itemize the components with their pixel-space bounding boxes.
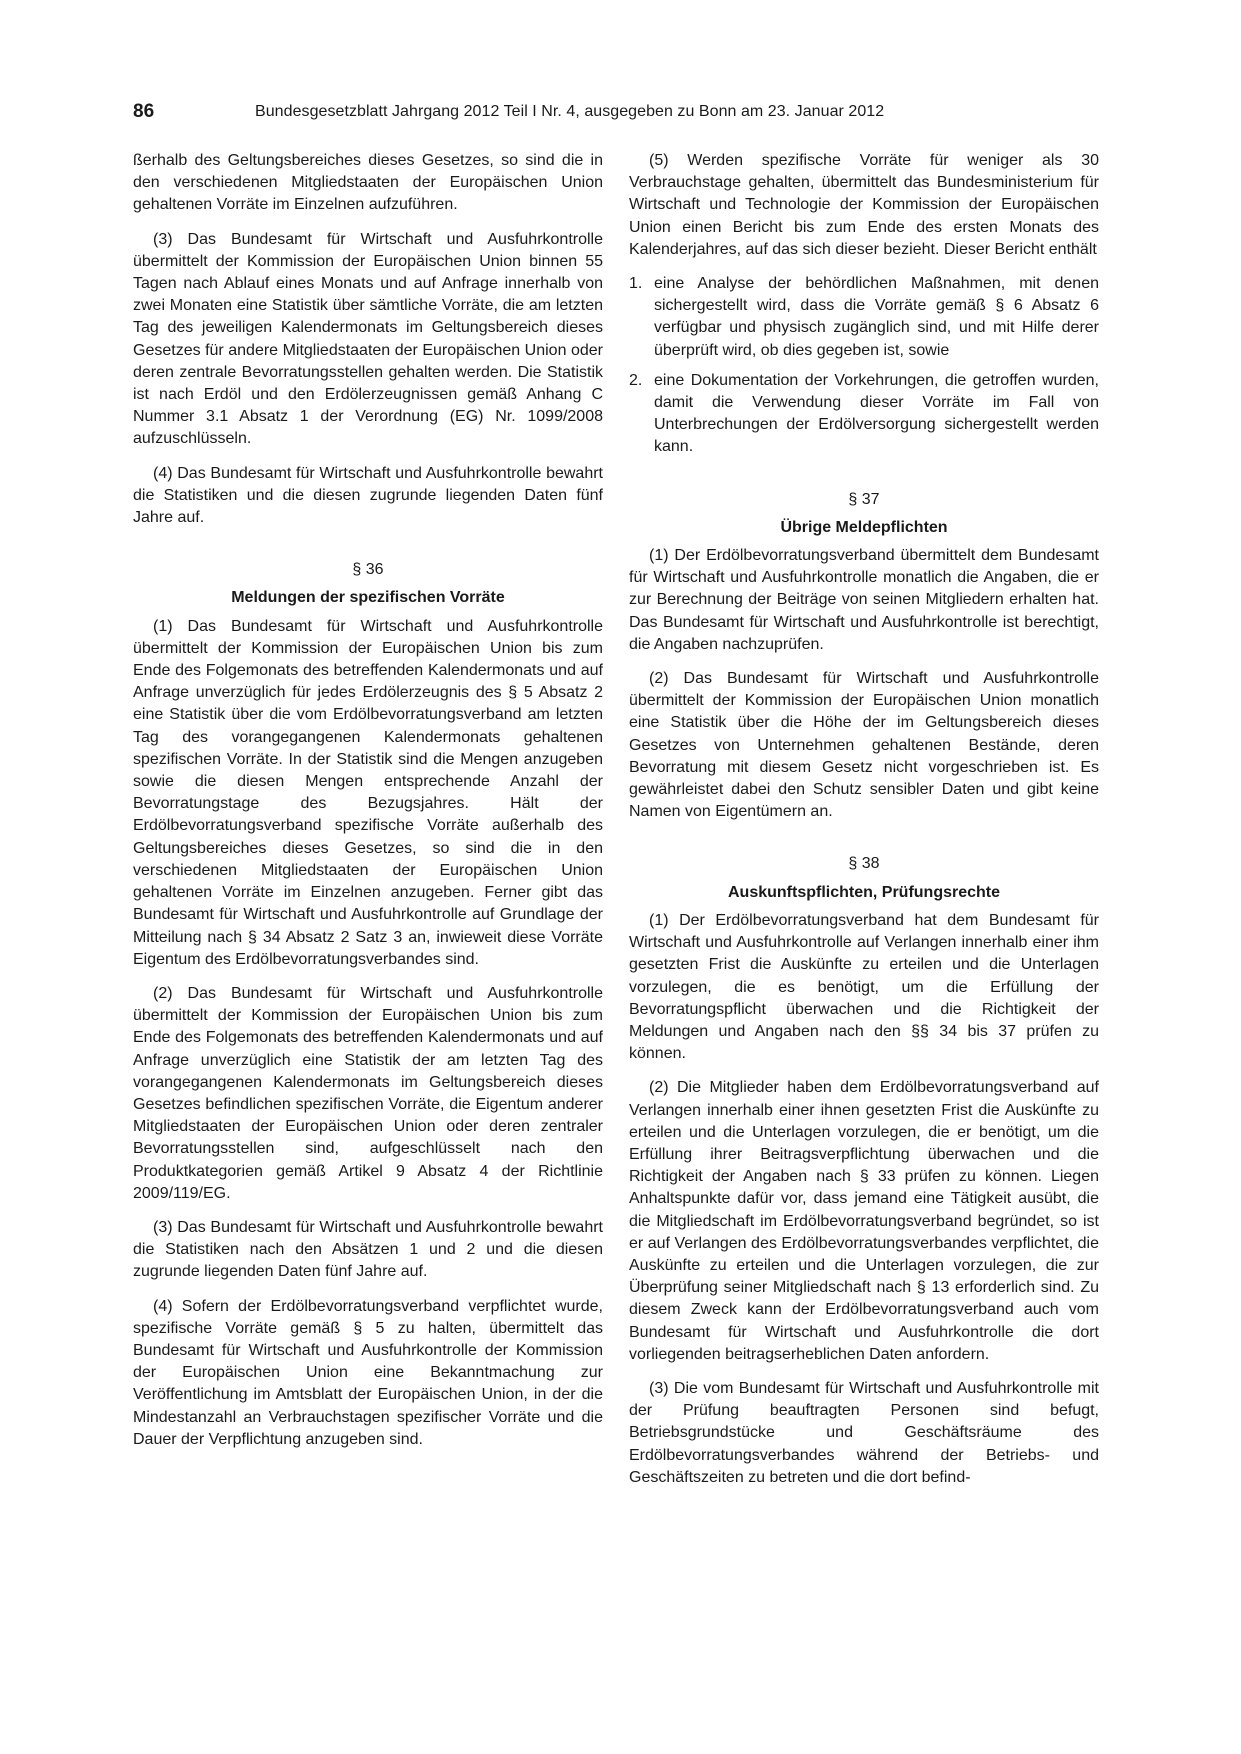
paragraph-s36-2: (2) Das Bundesamt für Wirtschaft und Ausfuhrkontrolle übermittelt der Kommission der Europäischen Union bis zum Ende des Folgemonats des betreffenden Kalendermonats und auf Anfrage unverzüglich eine Statistik der am letzten Tag des vorangegangenen Kalendermonats im Geltungsbereich dieses Gesetzes befindlichen spezifischen Vorräte, die Eigentum anderer Mitgliedstaaten der Europäischen Union oder deren zentraler Bevorratungsstellen sind, aufgeschlüsselt nach den Produktkategorien gemäß Artikel 9 Absatz 4 der Richtlinie 2009/119/EG. [133, 984, 603, 1202]
report-items-list [629, 273, 1099, 459]
paragraph-s38-3: (3) Die vom Bundesamt für Wirtschaft und Ausfuhrkontrolle mit der Prüfung beauftragten Personen sind befugt, Betriebsgrundstücke und Geschäftsräume des Erdölbevorratungsverbandes während der Betriebs- und Geschäftszeiten zu betreten und die dort befind- [629, 1379, 1099, 1486]
paragraph-s38-1: (1) Der Erdölbevorratungsverband hat dem Bundesamt für Wirtschaft und Ausfuhrkontrolle auf Verlangen innerhalb einer ihm gesetzten Frist die Auskünfte zu erteilen und die Unterlagen vorzulegen, die es benötigt, um die Erfüllung der Bevorratungspflicht überwachen und die Richtigkeit der Meldungen und Angaben nach den §§ 34 bis 37 prüfen zu können. [629, 911, 1099, 1063]
paragraph-s37-2: (2) Das Bundesamt für Wirtschaft und Ausfuhrkontrolle übermittelt der Kommission der Europäischen Union monatlich eine Statistik über die Höhe der im Geltungsbereich dieses Gesetzes von Unternehmen gehaltenen Bestände, deren Bevorratung mit diesem Gesetz nicht vorgeschrieben ist. Es gewährleistet dabei den Schutz sensibler Daten und gibt keine Namen von Eigentümern an. [629, 670, 1099, 821]
paragraph-s37-1: (1) Der Erdölbevorratungsverband übermittelt dem Bundesamt für Wirtschaft und Ausfuhrkontrolle monatlich die Angaben, die er zur Berechnung der Beiträge von seinen Mitgliedern erhalten hat. Das Bundesamt für Wirtschaft und Ausfuhrkontrolle ist berechtigt, die Angaben nachzuprüfen. [629, 547, 1099, 653]
list-item-label: 2. [629, 371, 643, 389]
list-item [629, 273, 1099, 362]
page-number: 86 [133, 101, 155, 122]
section-36-number: § 36 [352, 561, 384, 579]
running-head: Bundesgesetzblatt Jahrgang 2012 Teil I Nr. 4, ausgegeben zu Bonn am 23. Januar 2012 [255, 103, 885, 120]
list-item-text: eine Dokumentation der Vorkehrungen, die getroffen wurden, damit die Verwendung dieser Vorräte im Fall von Unterbrechungen der Erdölversorgung sichergestellt werden kann. [654, 371, 1099, 456]
paragraph-s36-5: (5) Werden spezifische Vorräte für weniger als 30 Verbrauchstage gehalten, übermittelt das Bundesministerium für Wirtschaft und Technologie der Kommission der Europäischen Union einen Bericht bis zum Ende des ersten Monats des Kalenderjahres, auf das sich dieser bezieht. Dieser Bericht enthält [629, 152, 1099, 258]
section-37-number: § 37 [848, 490, 880, 508]
paragraph-s35-4: (4) Das Bundesamt für Wirtschaft und Ausfuhrkontrolle bewahrt die Statistiken und die diesen zugrunde liegenden Daten fünf Jahre auf. [133, 464, 603, 527]
section-38-number: § 38 [848, 855, 880, 873]
section-38-title: Auskunftspflichten, Prüfungsrechte [727, 883, 1001, 901]
right-column [629, 150, 1099, 1501]
page-header [133, 100, 1093, 130]
paragraph-s36-1: (1) Das Bundesamt für Wirtschaft und Ausfuhrkontrolle übermittelt der Kommission der Europäischen Union bis zum Ende des Folgemonats des betreffenden Kalendermonats und auf Anfrage unverzüglich für jedes Erdölerzeugnis des § 5 Absatz 2 eine Statistik über die vom Erdölbevorratungsverband am letzten Tag des vorangegangenen Kalendermonats gehaltenen spezifischen Vorräte. In der Statistik sind die Mengen anzugeben sowie die diesen Mengen entsprechende Anzahl der Bevorratungstage des Bezugsjahres. Hält der Erdölbevorratungsverband spezifische Vorräte außerhalb des Geltungsbereiches dieses Gesetzes, so sind die in den verschiedenen Mitgliedstaaten der Europäischen Union gehaltenen Vorräte im Einzelnen anzugeben. Ferner gibt das Bundesamt für Wirtschaft und Ausfuhrkontrolle auf Grundlage der Mitteilung nach § 34 Absatz 2 Satz 3 an, inwieweit diese Vorräte Eigentum des Erdölbevorratungsverbandes sind. [133, 617, 603, 968]
paragraph-s38-2: (2) Die Mitglieder haben dem Erdölbevorratungsverband auf Verlangen innerhalb einer ihnen gesetzten Frist die Auskünfte zu erteilen und die Unterlagen vorzulegen, die er benötigt, um die Erfüllung ihrer Beitragsverpflichtung überwachen und die Richtigkeit der Angaben nach § 33 prüfen zu können. Liegen Anhaltspunkte dafür vor, dass jemand eine Tätigkeit ausübt, die die Mitgliedschaft im Erdölbevorratungsverband begründet, so ist er auf Verlangen des Erdölbevorratungsverbandes verpflichtet, die Auskünfte zu erteilen und die Unterlagen vorzulegen, die zur Überprüfung seiner Mitgliedschaft nach § 13 erforderlich sind. Zu diesem Zweck kann der Erdölbevorratungsverband auch vom Bundesamt für Wirtschaft und Ausfuhrkontrolle die dort vorliegenden beitragserheblichen Daten anfordern. [629, 1079, 1099, 1363]
paragraph-s36-4: (4) Sofern der Erdölbevorratungsverband verpflichtet wurde, spezifische Vorräte gemäß § 5 zu halten, übermittelt das Bundesamt für Wirtschaft und Ausfuhrkontrolle der Kommission der Europäischen Union eine Bekanntmachung zur Veröffentlichung im Amtsblatt der Europäischen Union, in der die Mindestanzahl an Verbrauchstagen spezifischer Vorräte und die Dauer der Verpflichtung anzugeben sind. [133, 1297, 603, 1448]
paragraph-s36-3: (3) Das Bundesamt für Wirtschaft und Ausfuhrkontrolle bewahrt die Statistiken nach den Absätzen 1 und 2 und die diesen zugrunde liegenden Daten fünf Jahre auf. [133, 1218, 603, 1281]
list-item-label: 1. [629, 275, 643, 293]
section-37-title: Übrige Meldepflichten [780, 518, 948, 536]
section-36-title: Meldungen der spezifischen Vorräte [231, 589, 505, 607]
left-column [133, 150, 603, 1463]
paragraph-s35-3: (3) Das Bundesamt für Wirtschaft und Ausfuhrkontrolle übermittelt der Kommission der Europäischen Union binnen 55 Tagen nach Ablauf eines Monats und auf Anfrage innerhalb von zwei Monaten eine Statistik über sämtliche Vorräte, die am letzten Tag des jeweiligen Kalendermonats im Geltungsbereich dieses Gesetzes für andere Mitgliedstaaten der Europäischen Union oder deren zentrale Bevorratungsstellen gehalten werden. Die Statistik ist nach Erdöl und den Erdölerzeugnissen gemäß Anhang C Nummer 3.1 Absatz 1 der Verordnung (EG) Nr. 1099/2008 aufzuschlüsseln. [133, 230, 603, 448]
paragraph-continued: ßerhalb des Geltungsbereiches dieses Gesetzes, so sind die in den verschiedenen Mitgliedstaaten der Europäischen Union gehaltenen Vorräte im Einzelnen aufzuführen. [133, 152, 603, 214]
list-item-text: eine Analyse der behördlichen Maßnahmen, mit denen sichergestellt wird, dass die Vorräte gemäß § 6 Absatz 6 verfügbar und physisch zugänglich sind, und mit Hilfe derer überprüft wird, ob dies gegeben ist, sowie [654, 275, 1099, 359]
list-item [629, 370, 1099, 459]
